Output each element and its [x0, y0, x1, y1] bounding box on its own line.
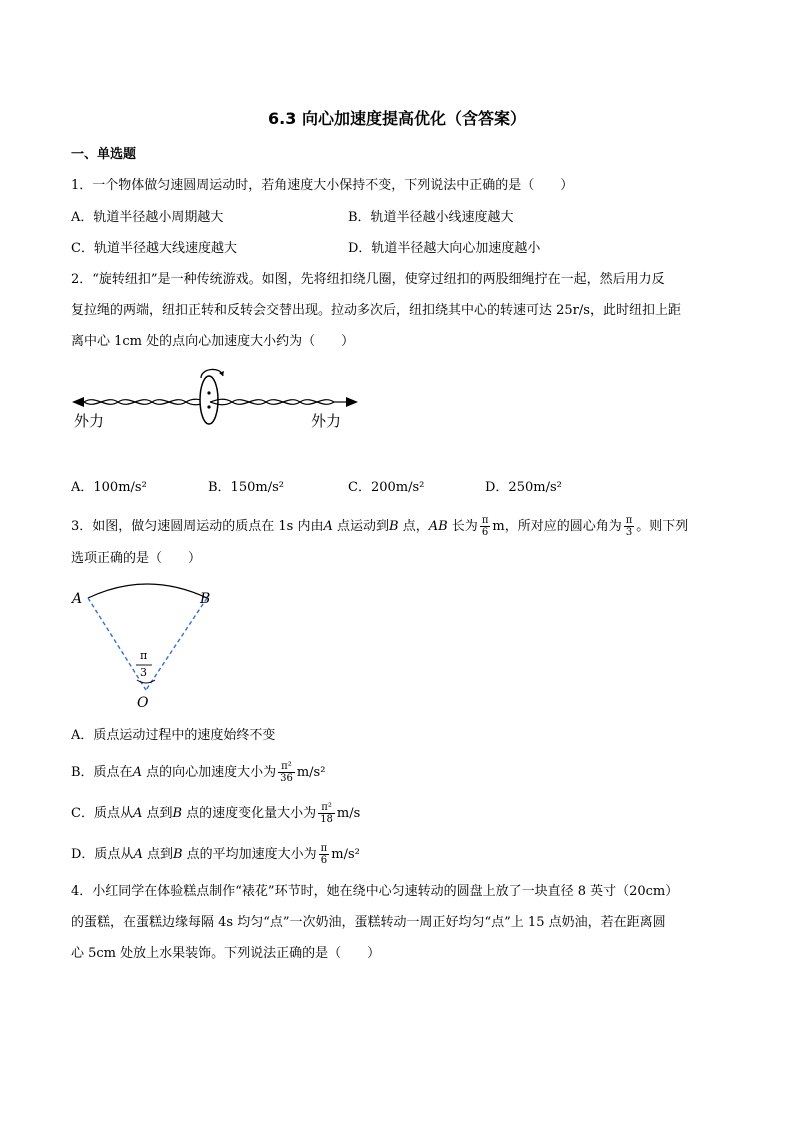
q2-line-3: 离中心 1cm 处的点向心加速度大小约为（ ）: [71, 334, 355, 349]
point-b: B: [172, 847, 183, 862]
fraction-numerator: π²: [278, 761, 295, 773]
q3-option-b-fraction: [278, 761, 295, 784]
figure-angle-denominator: 3: [140, 666, 147, 679]
fraction-numerator: π: [625, 515, 633, 526]
q3-text-5: m，所对应的圆心角为: [492, 519, 622, 534]
q3-option-c: [71, 801, 360, 827]
fraction-denominator: 6: [481, 527, 489, 538]
q1-option-b: B．轨道半径越小线速度越大: [348, 210, 514, 225]
figure-angle-numerator: π: [140, 649, 148, 662]
q3-option-c-text: C．质点从: [71, 806, 133, 821]
q1-option-d: D．轨道半径越大向心加速度越小: [348, 241, 541, 256]
q3-line-2: 选项正确的是（ ）: [71, 551, 202, 566]
q3-arc-ab: AB: [428, 519, 448, 534]
figure-label-right-force: 外力: [311, 412, 342, 430]
q3-option-c-fraction: [318, 802, 335, 825]
q3-option-d-fraction: [319, 843, 330, 866]
q3-option-c-text-2: 点到: [142, 806, 173, 821]
q3-option-c-unit: m/s: [336, 806, 361, 821]
point-a: A: [132, 806, 143, 821]
q3-text-6: 。则下列: [636, 519, 689, 534]
point-a: A: [133, 847, 143, 862]
fraction-denominator: 36: [280, 773, 293, 784]
q3-option-d: [71, 842, 360, 868]
q2-option-a: A．100m/s²: [71, 480, 147, 495]
q3-point-b: B: [389, 519, 399, 534]
figure-label-o: O: [137, 695, 149, 711]
figure-label-b: B: [200, 591, 211, 607]
fraction-denominator: 6: [320, 855, 328, 866]
q3-option-b-unit: m/s²: [296, 765, 326, 780]
q4-line-3: 心 5cm 处放上水果装饰。下列说法正确的是（ ）: [71, 946, 381, 961]
q3-arc-length-fraction: [480, 515, 491, 538]
q3-option-d-text: D．质点从: [71, 847, 134, 862]
q3-option-b-text-2: 点的向心加速度大小为: [141, 765, 277, 780]
q3-option-b: [71, 760, 325, 786]
page-title: 6.3 向心加速度提高优化（含答案）: [268, 109, 526, 128]
q3-option-d-text-3: 点的平均加速度大小为: [182, 847, 317, 862]
q3-option-d-unit: m/s²: [331, 847, 360, 862]
q3-point-a: A: [323, 519, 333, 534]
fraction-denominator: 3: [625, 527, 633, 538]
q3-text-3: 点，: [398, 519, 429, 534]
fraction-numerator: π²: [318, 802, 335, 814]
q3-text-4: 长为: [447, 519, 478, 534]
q3-option-d-text-2: 点到: [142, 847, 173, 862]
q4-line-1: 4．小红同学在体验糕点制作“裱花”环节时，她在绕中心匀速转动的圆盘上放了一块直径 8 英寸（20cm）: [71, 884, 679, 899]
q3-text-1: 3．如图，做匀速圆周运动的质点在 1s 内由: [71, 519, 324, 534]
q2-option-c: C．200m/s²: [348, 480, 425, 495]
q4-line-2: 的蛋糕，在蛋糕边缘每隔 4s 均匀“点”一次奶油，蛋糕转动一周正好均匀“点”上 15 点奶油，若在距离圆: [71, 915, 666, 930]
q2-line-1: 2．“旋转纽扣”是一种传统游戏。如图，先将纽扣绕几圈，使穿过纽扣的两股细绳拧在一起，然后用力反: [71, 272, 665, 287]
fraction-denominator: 18: [320, 814, 333, 825]
point-b: B: [172, 806, 183, 821]
figure-label-left-force: 外力: [74, 412, 105, 430]
figure-label-a: A: [72, 591, 83, 607]
q1-option-a: A．轨道半径越小周期越大: [71, 210, 224, 225]
q2-line-2: 复拉绳的两端，纽扣正转和反转会交替出现。拉动多次后，纽扣绕其中心的转速可达 25r/s，此时纽扣上距: [71, 303, 681, 318]
q3-line-1: [71, 514, 688, 540]
q3-angle-fraction: [624, 515, 635, 538]
q3-option-b-text: B．质点在: [71, 765, 133, 780]
q2-option-d: D．250m/s²: [485, 480, 562, 495]
q2-option-b: B．150m/s²: [208, 480, 284, 495]
q3-option-a: A．质点运动过程中的速度始终不变: [71, 728, 276, 743]
q3-option-c-text-3: 点的速度变化量大小为: [182, 806, 317, 821]
fraction-numerator: π: [320, 843, 328, 854]
q1-option-c: C．轨道半径越大线速度越大: [71, 241, 237, 256]
point-a: A: [132, 765, 142, 780]
section-heading: 一、单选题: [71, 147, 137, 162]
circular-sector-figure: [66, 580, 236, 720]
q3-text-2: 点运动到: [332, 519, 390, 534]
fraction-numerator: π: [481, 515, 489, 526]
q1-stem: 1．一个物体做匀速圆周运动时，若角速度大小保持不变，下列说法中正确的是（ ）: [71, 178, 574, 193]
